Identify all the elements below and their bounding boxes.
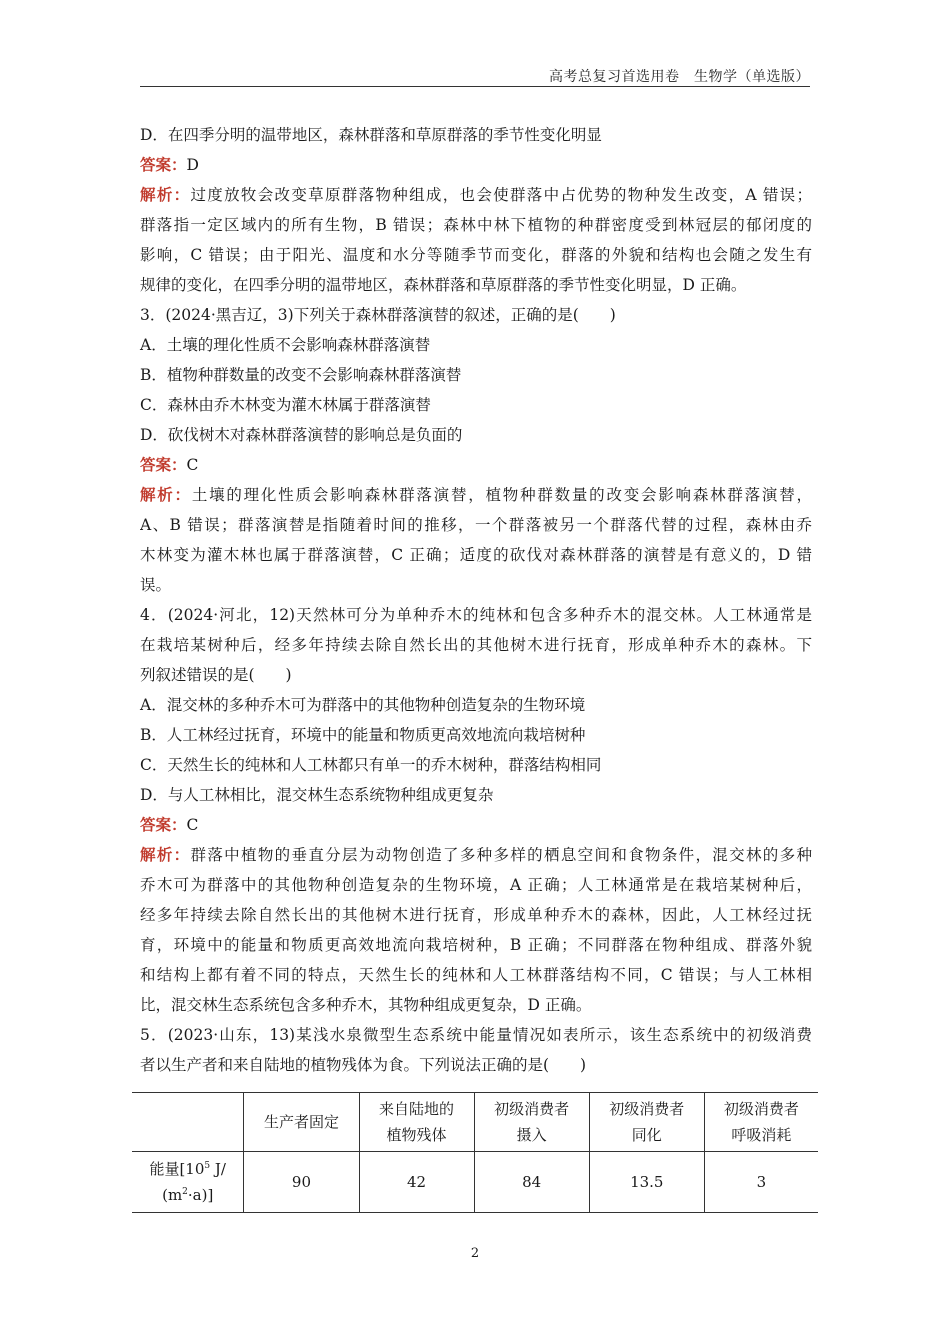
table-cell: 13.5	[589, 1152, 704, 1213]
answer-value: C	[186, 456, 199, 474]
q4-answer	[140, 810, 812, 840]
q4-analysis-line: 乔木可为群落中的其他物种创造复杂的生物环境，A 正确；人工林通常是在栽培某树种后，	[140, 876, 812, 894]
answer-value: D	[186, 156, 199, 174]
q3-analysis-line: 木林变为灌木林也属于群落演替，C 正确；适度的砍伐对森林群落的演替是有意义的，D 错	[140, 546, 812, 564]
q5-stem-line: 者以生产者和来自陆地的植物残体为食。下列说法正确的是( )	[140, 1056, 587, 1074]
q4-analysis-line: 解析：群落中植物的垂直分层为动物创造了多种多样的栖息空间和食物条件，混交林的多种	[140, 845, 812, 864]
table-header-cell: 初级消费者 摄入	[474, 1093, 589, 1152]
answer-value: C	[186, 816, 199, 834]
analysis-label: 解析：	[140, 185, 191, 204]
page-content	[140, 120, 812, 1080]
q3-option-b: B．植物种群数量的改变不会影响森林群落演替	[140, 366, 462, 384]
table-cell: 42	[359, 1152, 474, 1213]
q4-option-c: C．天然生长的纯林和人工林都只有单一的乔木树种，群落结构相同	[140, 756, 602, 774]
answer-label: 答案：	[140, 455, 187, 474]
q5-stem-line: 5．(2023·山东，13)某浅水泉微型生态系统中能量情况如表所示，该生态系统中的初级消费	[140, 1026, 812, 1044]
q4-stem-line: 在栽培某树种后，经多年持续去除自然长出的其他树木进行抚育，形成单种乔木的森林。下	[140, 636, 812, 654]
q2-answer	[140, 150, 812, 180]
q4-option-b: B．人工林经过抚育，环境中的能量和物质更高效地流向栽培树种	[140, 726, 586, 744]
header-rule	[140, 86, 810, 87]
q4-analysis-line: 比，混交林生态系统包含多种乔木，其物种组成更复杂，D 正确。	[140, 996, 592, 1014]
q2-analysis-line: 解析：过度放牧会改变草原群落物种组成，也会使群落中占优势的物种发生改变，A 错误；	[140, 185, 812, 204]
q3-stem: 3．(2024·黑吉辽，3)下列关于森林群落演替的叙述，正确的是( )	[140, 306, 616, 324]
q4-analysis-line: 经多年持续去除自然长出的其他树木进行抚育，形成单种乔木的森林，因此，人工林经过抚	[140, 906, 812, 924]
table-header-cell: 生产者固定	[244, 1093, 359, 1152]
q4-option-d: D．与人工林相比，混交林生态系统物种组成更复杂	[140, 786, 494, 804]
table-cell: 3	[704, 1152, 818, 1213]
page-number: 2	[470, 1246, 480, 1261]
q3-answer	[140, 450, 812, 480]
q2-option-d: D．在四季分明的温带地区，森林群落和草原群落的季节性变化明显	[140, 126, 602, 144]
analysis-label: 解析：	[140, 485, 192, 504]
q2-analysis-line: 规律的变化，在四季分明的温带地区，森林群落和草原群落的季节性变化明显，D 正确。	[140, 276, 747, 294]
table-row-label: 能量[$10^5$ J/ $(m^2\cdot a)$]	[132, 1152, 244, 1213]
table-header-row	[132, 1093, 818, 1152]
table-corner-cell	[132, 1093, 244, 1152]
q3-analysis-line: 解析：土壤的理化性质会影响森林群落演替，植物种群数量的改变会影响森林群落演替，	[140, 485, 812, 504]
q4-stem-line: 4．(2024·河北，12)天然林可分为单种乔木的纯林和包含多种乔木的混交林。人工林通常是	[140, 606, 812, 624]
table-row	[132, 1152, 818, 1213]
table-cell: 90	[244, 1152, 359, 1213]
energy-table	[132, 1092, 818, 1213]
q2-analysis-line: 影响，C 错误；由于阳光、温度和水分等随季节而变化，群落的外貌和结构也会随之发生有	[140, 246, 812, 264]
header-title: 高考总复习首选用卷 生物学（单选版）	[549, 69, 810, 85]
q3-analysis-line: A、B 错误；群落演替是指随着时间的推移，一个群落被另一个群落代替的过程，森林由乔	[140, 516, 812, 534]
q3-option-a: A．土壤的理化性质不会影响森林群落演替	[140, 336, 431, 354]
answer-label: 答案：	[140, 155, 187, 174]
analysis-label: 解析：	[140, 845, 191, 864]
table-header-cell: 初级消费者 呼吸消耗	[704, 1093, 818, 1152]
table-header-cell: 初级消费者 同化	[589, 1093, 704, 1152]
q3-analysis-line: 误。	[140, 576, 172, 594]
q4-stem-line: 列叙述错误的是( )	[140, 666, 292, 684]
q4-analysis-line: 育，环境中的能量和物质更高效地流向栽培树种，B 正确；不同群落在物种组成、群落外貌	[140, 936, 812, 954]
q3-option-c: C．森林由乔木林变为灌木林属于群落演替	[140, 396, 431, 414]
q4-analysis-line: 和结构上都有着不同的特点，天然生长的纯林和人工林群落结构不同，C 错误；与人工林相	[140, 966, 812, 984]
answer-label: 答案：	[140, 815, 187, 834]
table-cell: 84	[474, 1152, 589, 1213]
q2-analysis-line: 群落指一定区域内的所有生物，B 错误；森林中林下植物的种群密度受到林冠层的郁闭度的	[140, 216, 812, 234]
q3-option-d: D．砍伐树木对森林群落演替的影响总是负面的	[140, 426, 463, 444]
table-header-cell: 来自陆地的 植物残体	[359, 1093, 474, 1152]
q4-option-a: A．混交林的多种乔木可为群落中的其他物种创造复杂的生物环境	[140, 696, 586, 714]
